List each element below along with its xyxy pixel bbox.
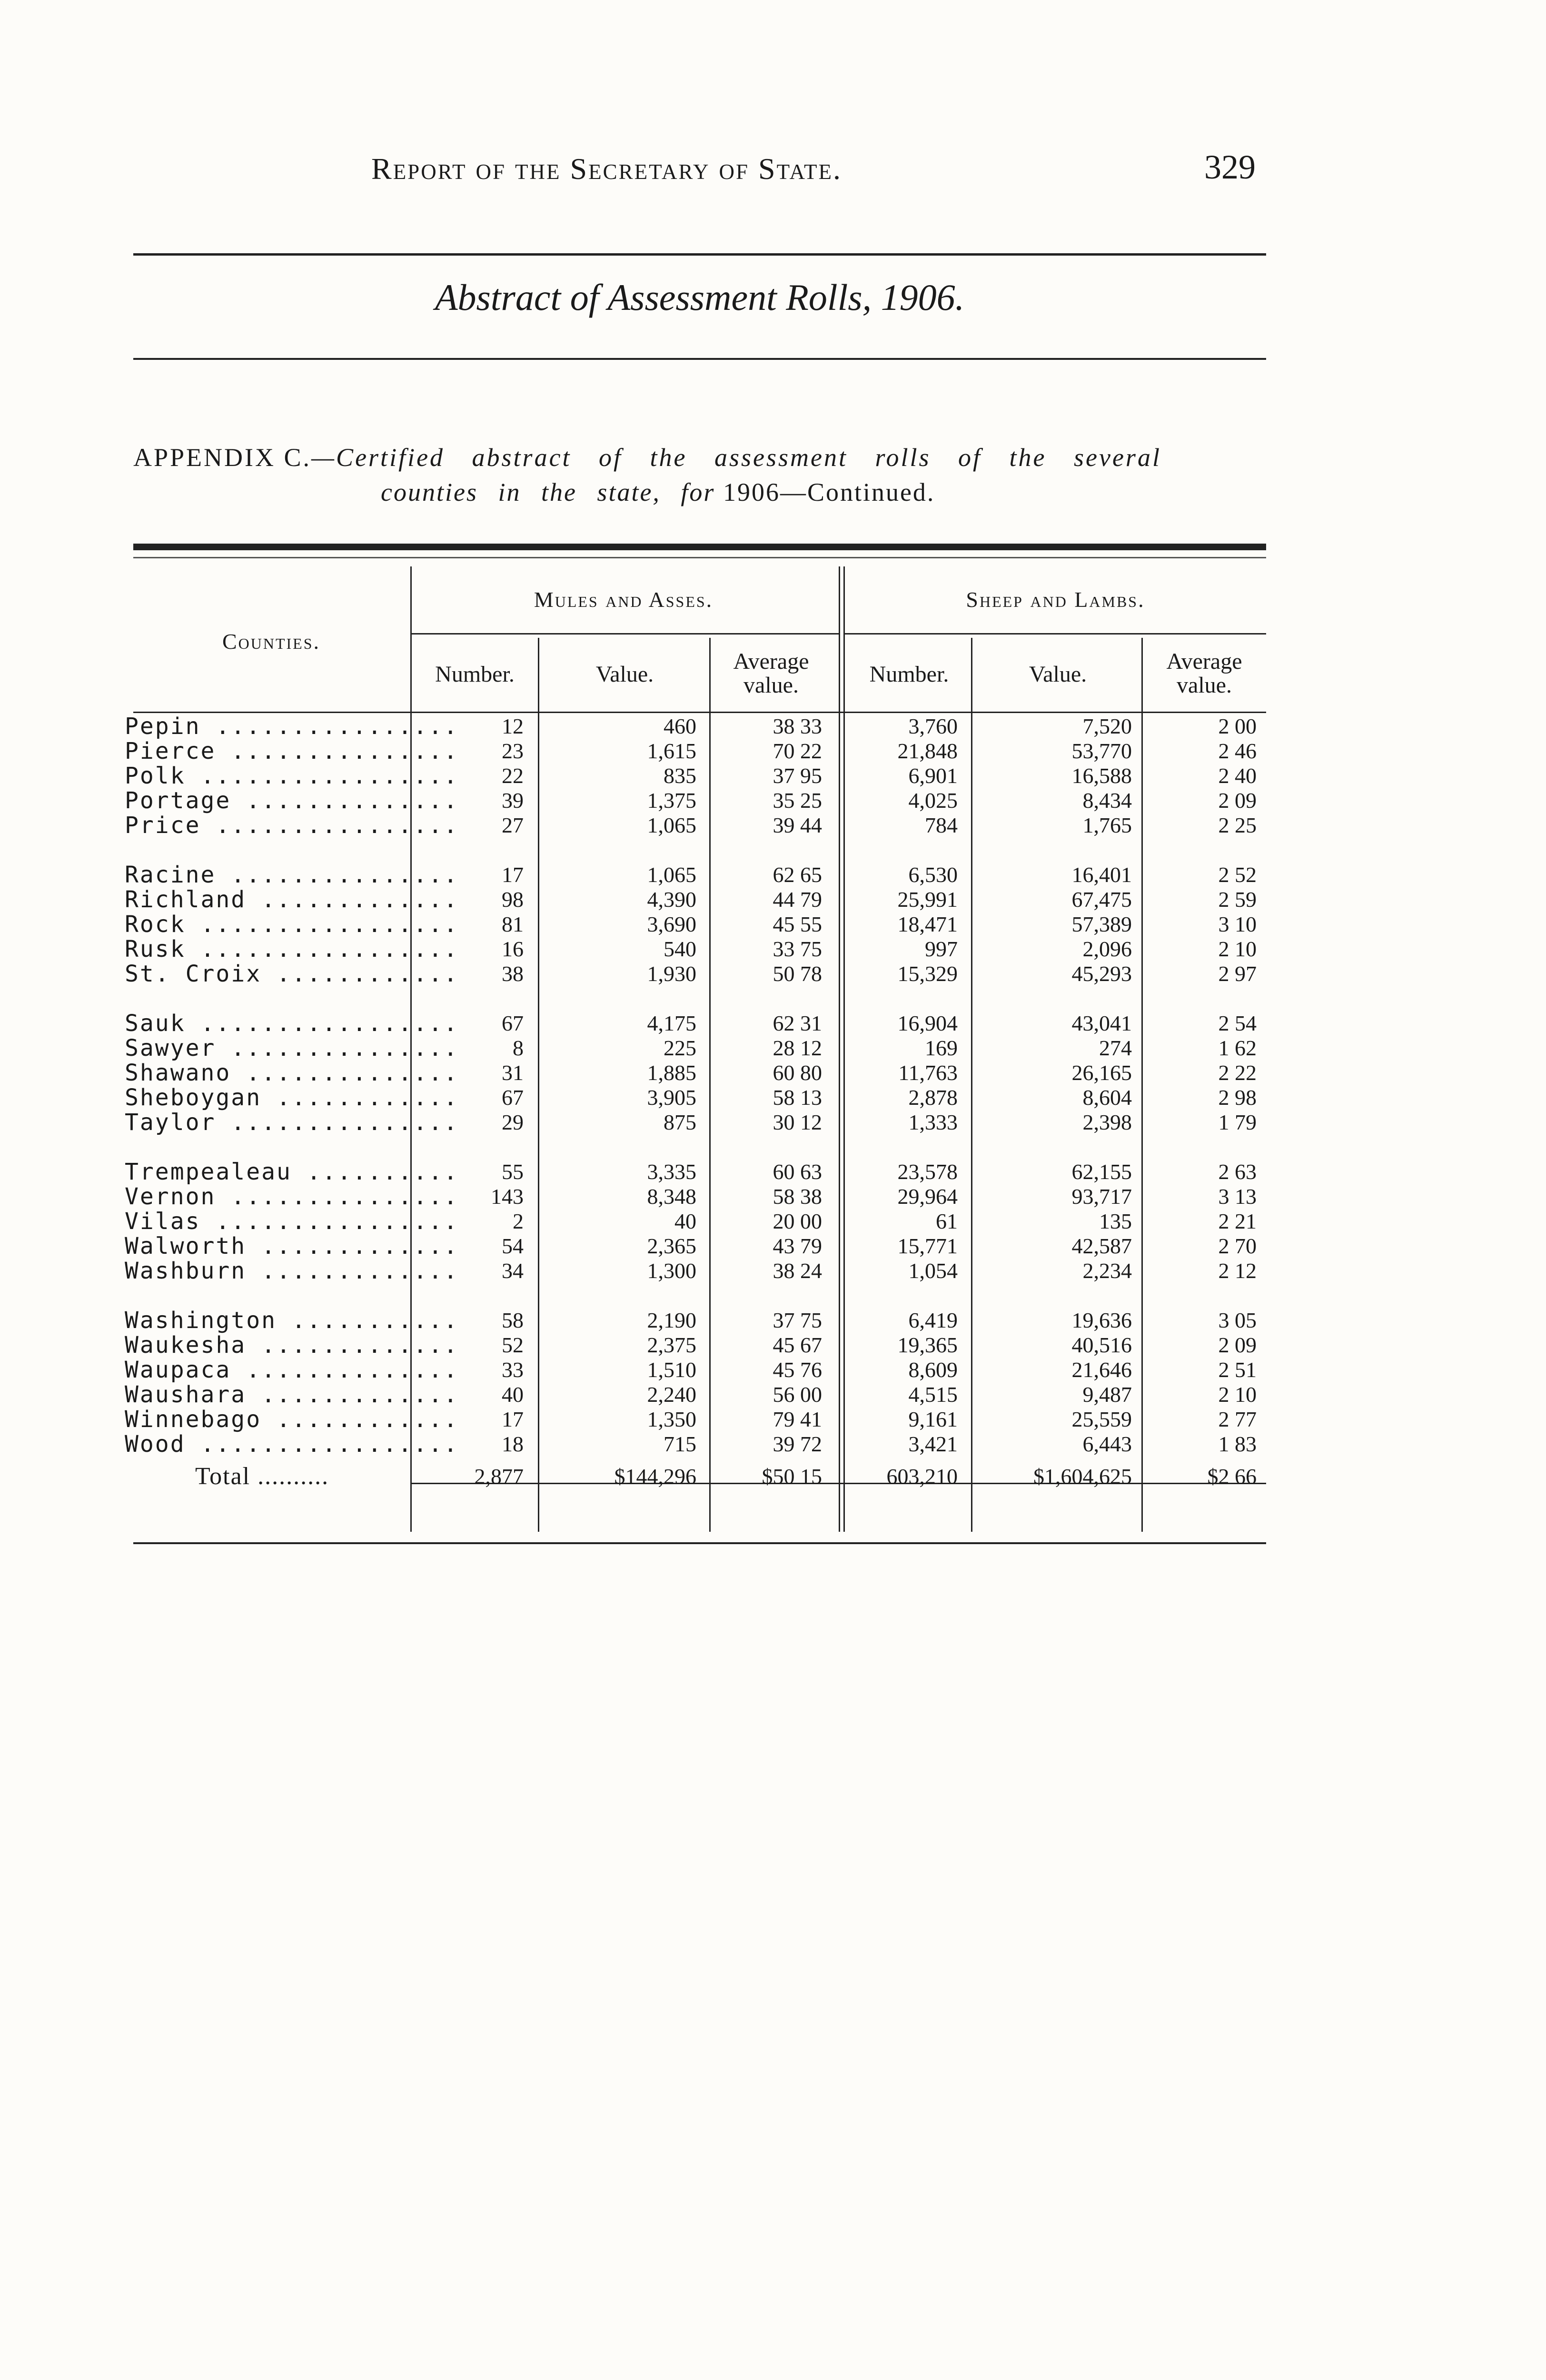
sheep-average: 2 70 xyxy=(1218,1234,1257,1258)
group-spacer xyxy=(0,838,1546,863)
table-row xyxy=(0,1259,1546,1283)
mules-number: 22 xyxy=(502,764,524,788)
caption-text-1: —Certified abstract of the assessment rolls of the several xyxy=(311,443,1161,472)
sheep-value: 21,646 xyxy=(1071,1358,1132,1382)
county-name: Rock ................. xyxy=(125,911,459,938)
table-body xyxy=(0,714,1546,1489)
sheep-value: 135 xyxy=(1099,1209,1132,1233)
header-average-line1: Average xyxy=(733,649,809,674)
mules-number: 34 xyxy=(502,1259,524,1283)
header-sheep-number: Number. xyxy=(869,662,949,687)
sheep-number: 19,365 xyxy=(897,1333,958,1357)
table-top-rule xyxy=(133,544,1266,550)
sheep-value: 16,588 xyxy=(1071,764,1132,788)
sheep-number: 4,025 xyxy=(908,788,958,813)
sheep-value: 26,165 xyxy=(1071,1061,1132,1085)
sheep-number: 9,161 xyxy=(908,1407,958,1431)
mules-number: 8 xyxy=(513,1036,524,1060)
county-name: Polk ................. xyxy=(125,763,459,789)
sheep-value: $1,604,625 xyxy=(1033,1464,1132,1488)
county-name: Rusk ................. xyxy=(125,936,459,962)
mules-number: 54 xyxy=(502,1234,524,1258)
mules-average: 39 44 xyxy=(773,813,822,837)
top-rule xyxy=(133,253,1266,256)
mules-number: 55 xyxy=(502,1160,524,1184)
sheep-number: 784 xyxy=(925,813,958,837)
mules-average: 28 12 xyxy=(773,1036,822,1060)
sheep-average: 1 62 xyxy=(1218,1036,1257,1060)
county-name: Waupaca .............. xyxy=(125,1357,459,1383)
mules-average: 56 00 xyxy=(773,1382,822,1407)
county-name: Sawyer ............... xyxy=(125,1035,459,1061)
mules-value: 1,615 xyxy=(647,739,696,763)
table-row xyxy=(0,714,1546,739)
mules-number: 143 xyxy=(491,1184,524,1209)
header-average-line2: value. xyxy=(743,673,799,698)
county-name: Washburn ............. xyxy=(125,1258,459,1284)
group-spacer xyxy=(0,1135,1546,1160)
mules-average: 70 22 xyxy=(773,739,822,763)
mules-average: 38 24 xyxy=(773,1259,822,1283)
header-mules-average xyxy=(709,650,833,698)
table-row xyxy=(0,863,1546,887)
county-name: Price ................ xyxy=(125,812,459,839)
county-name: Shawano .............. xyxy=(125,1060,459,1086)
header-average-line1: Average xyxy=(1166,649,1242,674)
table-row xyxy=(0,1432,1546,1457)
sheep-number: 21,848 xyxy=(897,739,958,763)
table-row xyxy=(0,887,1546,912)
mules-value: 540 xyxy=(664,937,696,961)
mules-value: 715 xyxy=(664,1432,696,1456)
table-row xyxy=(0,1011,1546,1036)
sheep-number: 15,329 xyxy=(897,962,958,986)
table-row xyxy=(0,1061,1546,1085)
sheep-average: 2 21 xyxy=(1218,1209,1257,1233)
mules-value: 3,335 xyxy=(647,1160,696,1184)
mules-value: $144,296 xyxy=(614,1464,696,1488)
table-hline xyxy=(845,633,1266,635)
mules-average: $50 15 xyxy=(762,1464,822,1488)
sheep-value: 42,587 xyxy=(1071,1234,1132,1258)
mules-number: 40 xyxy=(502,1382,524,1407)
county-name: St. Croix ............ xyxy=(125,961,459,987)
sheep-value: 43,041 xyxy=(1071,1011,1132,1035)
table-row xyxy=(0,1209,1546,1234)
sheep-average: 1 79 xyxy=(1218,1110,1257,1134)
mules-value: 2,375 xyxy=(647,1333,696,1357)
sheep-number: 8,609 xyxy=(908,1358,958,1382)
caption-end: —Continued. xyxy=(780,478,935,506)
sheep-value: 57,389 xyxy=(1071,912,1132,936)
mules-average: 44 79 xyxy=(773,887,822,912)
table-row xyxy=(0,1333,1546,1358)
county-name: Sauk ................. xyxy=(125,1010,459,1037)
mules-value: 4,175 xyxy=(647,1011,696,1035)
header-counties: Counties. xyxy=(222,629,321,654)
sheep-average: 2 63 xyxy=(1218,1160,1257,1184)
mules-value: 1,300 xyxy=(647,1259,696,1283)
sheep-number: 61 xyxy=(936,1209,958,1233)
mules-value: 225 xyxy=(664,1036,696,1060)
county-name: Total .......... xyxy=(195,1463,329,1490)
sheep-number: 6,530 xyxy=(908,863,958,887)
sheep-average: 2 59 xyxy=(1218,887,1257,912)
mules-number: 38 xyxy=(502,962,524,986)
running-head: Report of the Secretary of State. xyxy=(371,152,842,186)
sheep-value: 274 xyxy=(1099,1036,1132,1060)
table-row xyxy=(0,1036,1546,1061)
mules-value: 3,690 xyxy=(647,912,696,936)
header-sheep-and-lambs: Sheep and Lambs. xyxy=(966,587,1145,612)
mules-value: 1,510 xyxy=(647,1358,696,1382)
sheep-average: 1 83 xyxy=(1218,1432,1257,1456)
sheep-value: 53,770 xyxy=(1071,739,1132,763)
mules-average: 45 55 xyxy=(773,912,822,936)
header-average-line2: value. xyxy=(1177,673,1232,698)
mules-value: 4,390 xyxy=(647,887,696,912)
sheep-average: 2 09 xyxy=(1218,788,1257,813)
sheep-value: 45,293 xyxy=(1071,962,1132,986)
caption-year: 1906 xyxy=(723,478,780,506)
mules-number: 81 xyxy=(502,912,524,936)
mules-number: 58 xyxy=(502,1308,524,1332)
group-spacer xyxy=(0,1283,1546,1308)
mules-number: 23 xyxy=(502,739,524,763)
mules-number: 12 xyxy=(502,714,524,738)
county-name: Racine ............... xyxy=(125,862,459,888)
table-row xyxy=(0,1382,1546,1407)
mules-average: 62 65 xyxy=(773,863,822,887)
sheep-value: 62,155 xyxy=(1071,1160,1132,1184)
sheep-average: 2 52 xyxy=(1218,863,1257,887)
county-name: Pierce ............... xyxy=(125,738,459,764)
mules-number: 2,877 xyxy=(474,1464,524,1488)
county-name: Richland ............. xyxy=(125,886,459,913)
sheep-average: 2 00 xyxy=(1218,714,1257,738)
table-row xyxy=(0,739,1546,764)
mules-number: 39 xyxy=(502,788,524,813)
mules-value: 1,885 xyxy=(647,1061,696,1085)
table-row xyxy=(0,1085,1546,1110)
sheep-number: 169 xyxy=(925,1036,958,1060)
sheep-number: 1,054 xyxy=(908,1259,958,1283)
county-name: Pepin ................ xyxy=(125,713,459,740)
sheep-average: 2 22 xyxy=(1218,1061,1257,1085)
county-name: Waushara ............. xyxy=(125,1381,459,1408)
table-top-rule-thin xyxy=(133,557,1266,558)
sheep-number: 11,763 xyxy=(898,1061,958,1085)
header-mules-number: Number. xyxy=(435,662,515,687)
sheep-number: 3,421 xyxy=(908,1432,958,1456)
table-row xyxy=(0,764,1546,788)
mules-average: 35 25 xyxy=(773,788,822,813)
sheep-number: 15,771 xyxy=(897,1234,958,1258)
table-row xyxy=(0,962,1546,986)
mules-number: 67 xyxy=(502,1085,524,1110)
mules-average: 38 33 xyxy=(773,714,822,738)
mules-value: 1,930 xyxy=(647,962,696,986)
mules-average: 58 13 xyxy=(773,1085,822,1110)
sheep-number: 3,760 xyxy=(908,714,958,738)
sheep-average: 3 13 xyxy=(1218,1184,1257,1209)
county-name: Walworth ............. xyxy=(125,1233,459,1259)
sheep-value: 93,717 xyxy=(1071,1184,1132,1209)
mules-average: 20 00 xyxy=(773,1209,822,1233)
sheep-number: 1,333 xyxy=(908,1110,958,1134)
sheep-number: 2,878 xyxy=(908,1085,958,1110)
mules-number: 31 xyxy=(502,1061,524,1085)
sheep-average: 2 46 xyxy=(1218,739,1257,763)
county-name: Taylor ............... xyxy=(125,1109,459,1136)
county-name: Washington ........... xyxy=(125,1307,459,1334)
county-name: Sheboygan ............ xyxy=(125,1084,459,1111)
caption-line-1 xyxy=(133,443,1161,472)
mules-number: 33 xyxy=(502,1358,524,1382)
sheep-average: 2 12 xyxy=(1218,1259,1257,1283)
mules-value: 8,348 xyxy=(647,1184,696,1209)
sheep-number: 25,991 xyxy=(897,887,958,912)
mules-average: 45 67 xyxy=(773,1333,822,1357)
mules-number: 18 xyxy=(502,1432,524,1456)
mules-number: 16 xyxy=(502,937,524,961)
sheep-value: 19,636 xyxy=(1071,1308,1132,1332)
page-number: 329 xyxy=(1204,148,1256,186)
sheep-value: 16,401 xyxy=(1071,863,1132,887)
mules-value: 2,190 xyxy=(647,1308,696,1332)
mules-value: 1,065 xyxy=(647,863,696,887)
sheep-number: 18,471 xyxy=(897,912,958,936)
mules-average: 30 12 xyxy=(773,1110,822,1134)
sheep-average: 2 25 xyxy=(1218,813,1257,837)
header-mules-value: Value. xyxy=(595,662,654,687)
table-row xyxy=(0,937,1546,962)
mules-value: 1,375 xyxy=(647,788,696,813)
mules-number: 27 xyxy=(502,813,524,837)
group-spacer xyxy=(0,986,1546,1011)
mules-average: 33 75 xyxy=(773,937,822,961)
mules-number: 17 xyxy=(502,1407,524,1431)
mules-value: 2,240 xyxy=(647,1382,696,1407)
bottom-rule xyxy=(133,1542,1266,1544)
mules-average: 60 63 xyxy=(773,1160,822,1184)
county-name: Vernon ............... xyxy=(125,1183,459,1210)
sheep-value: 2,096 xyxy=(1082,937,1132,961)
sheep-number: 6,901 xyxy=(908,764,958,788)
mules-value: 2,365 xyxy=(647,1234,696,1258)
sheep-value: 8,434 xyxy=(1082,788,1132,813)
mules-value: 460 xyxy=(664,714,696,738)
table-row xyxy=(0,1407,1546,1432)
mules-value: 1,065 xyxy=(647,813,696,837)
sheep-value: 9,487 xyxy=(1082,1382,1132,1407)
table-row xyxy=(0,1160,1546,1184)
sheep-average: 2 54 xyxy=(1218,1011,1257,1035)
mules-average: 43 79 xyxy=(773,1234,822,1258)
mules-average: 58 38 xyxy=(773,1184,822,1209)
sheep-number: 603,210 xyxy=(886,1464,958,1488)
table-hline xyxy=(412,633,839,635)
county-name: Winnebago ............ xyxy=(125,1406,459,1433)
total-row xyxy=(0,1464,1546,1489)
sheep-number: 16,904 xyxy=(897,1011,958,1035)
sheep-number: 23,578 xyxy=(897,1160,958,1184)
page-title: Abstract of Assessment Rolls, 1906. xyxy=(435,277,965,318)
sheep-value: 8,604 xyxy=(1082,1085,1132,1110)
table-row xyxy=(0,1308,1546,1333)
mules-value: 40 xyxy=(674,1209,696,1233)
county-name: Trempealeau .......... xyxy=(125,1159,459,1185)
header-sheep-value: Value. xyxy=(1029,662,1087,687)
mules-number: 67 xyxy=(502,1011,524,1035)
mules-number: 2 xyxy=(513,1209,524,1233)
county-name: Portage .............. xyxy=(125,787,459,814)
mules-number: 17 xyxy=(502,863,524,887)
sheep-value: 6,443 xyxy=(1082,1432,1132,1456)
sheep-average: 2 98 xyxy=(1218,1085,1257,1110)
sheep-value: 40,516 xyxy=(1071,1333,1132,1357)
title-rule xyxy=(133,358,1266,360)
mules-average: 60 80 xyxy=(773,1061,822,1085)
sheep-number: 4,515 xyxy=(908,1382,958,1407)
sheep-average: 2 10 xyxy=(1218,937,1257,961)
sheep-value: 1,765 xyxy=(1082,813,1132,837)
mules-average: 45 76 xyxy=(773,1358,822,1382)
sheep-average: 2 77 xyxy=(1218,1407,1257,1431)
header-sheep-average xyxy=(1142,650,1266,698)
table-row xyxy=(0,1110,1546,1135)
sheep-average: 2 09 xyxy=(1218,1333,1257,1357)
sheep-value: 2,398 xyxy=(1082,1110,1132,1134)
caption-label: APPENDIX C. xyxy=(133,443,312,472)
mules-value: 3,905 xyxy=(647,1085,696,1110)
table-row xyxy=(0,1234,1546,1259)
sheep-average: 2 40 xyxy=(1218,764,1257,788)
table-row xyxy=(0,813,1546,838)
sheep-value: 2,234 xyxy=(1082,1259,1132,1283)
mules-average: 50 78 xyxy=(773,962,822,986)
mules-number: 98 xyxy=(502,887,524,912)
mules-value: 875 xyxy=(664,1110,696,1134)
mules-number: 52 xyxy=(502,1333,524,1357)
sheep-average: 2 51 xyxy=(1218,1358,1257,1382)
caption-text-2: counties in the state, for xyxy=(381,478,715,506)
mules-value: 835 xyxy=(664,764,696,788)
table-row xyxy=(0,912,1546,937)
sheep-average: 2 97 xyxy=(1218,962,1257,986)
mules-average: 62 31 xyxy=(773,1011,822,1035)
mules-average: 79 41 xyxy=(773,1407,822,1431)
sheep-average: 3 10 xyxy=(1218,912,1257,936)
mules-value: 1,350 xyxy=(647,1407,696,1431)
sheep-number: 6,419 xyxy=(908,1308,958,1332)
caption-line-2 xyxy=(381,477,935,507)
mules-average: 37 75 xyxy=(773,1308,822,1332)
sheep-average: 2 10 xyxy=(1218,1382,1257,1407)
table-row xyxy=(0,1358,1546,1382)
mules-number: 29 xyxy=(502,1110,524,1134)
sheep-average: 3 05 xyxy=(1218,1308,1257,1332)
county-name: Wood ................. xyxy=(125,1431,459,1458)
sheep-value: 67,475 xyxy=(1071,887,1132,912)
sheep-average: $2 66 xyxy=(1207,1464,1257,1488)
sheep-value: 25,559 xyxy=(1071,1407,1132,1431)
county-name: Waukesha ............. xyxy=(125,1332,459,1359)
county-name: Vilas ................ xyxy=(125,1208,459,1235)
table-row xyxy=(0,1184,1546,1209)
mules-average: 37 95 xyxy=(773,764,822,788)
sheep-number: 29,964 xyxy=(897,1184,958,1209)
table-row xyxy=(0,788,1546,813)
sheep-value: 7,520 xyxy=(1082,714,1132,738)
sheep-number: 997 xyxy=(925,937,958,961)
mules-average: 39 72 xyxy=(773,1432,822,1456)
header-mules-and-asses: Mules and Asses. xyxy=(534,587,714,612)
